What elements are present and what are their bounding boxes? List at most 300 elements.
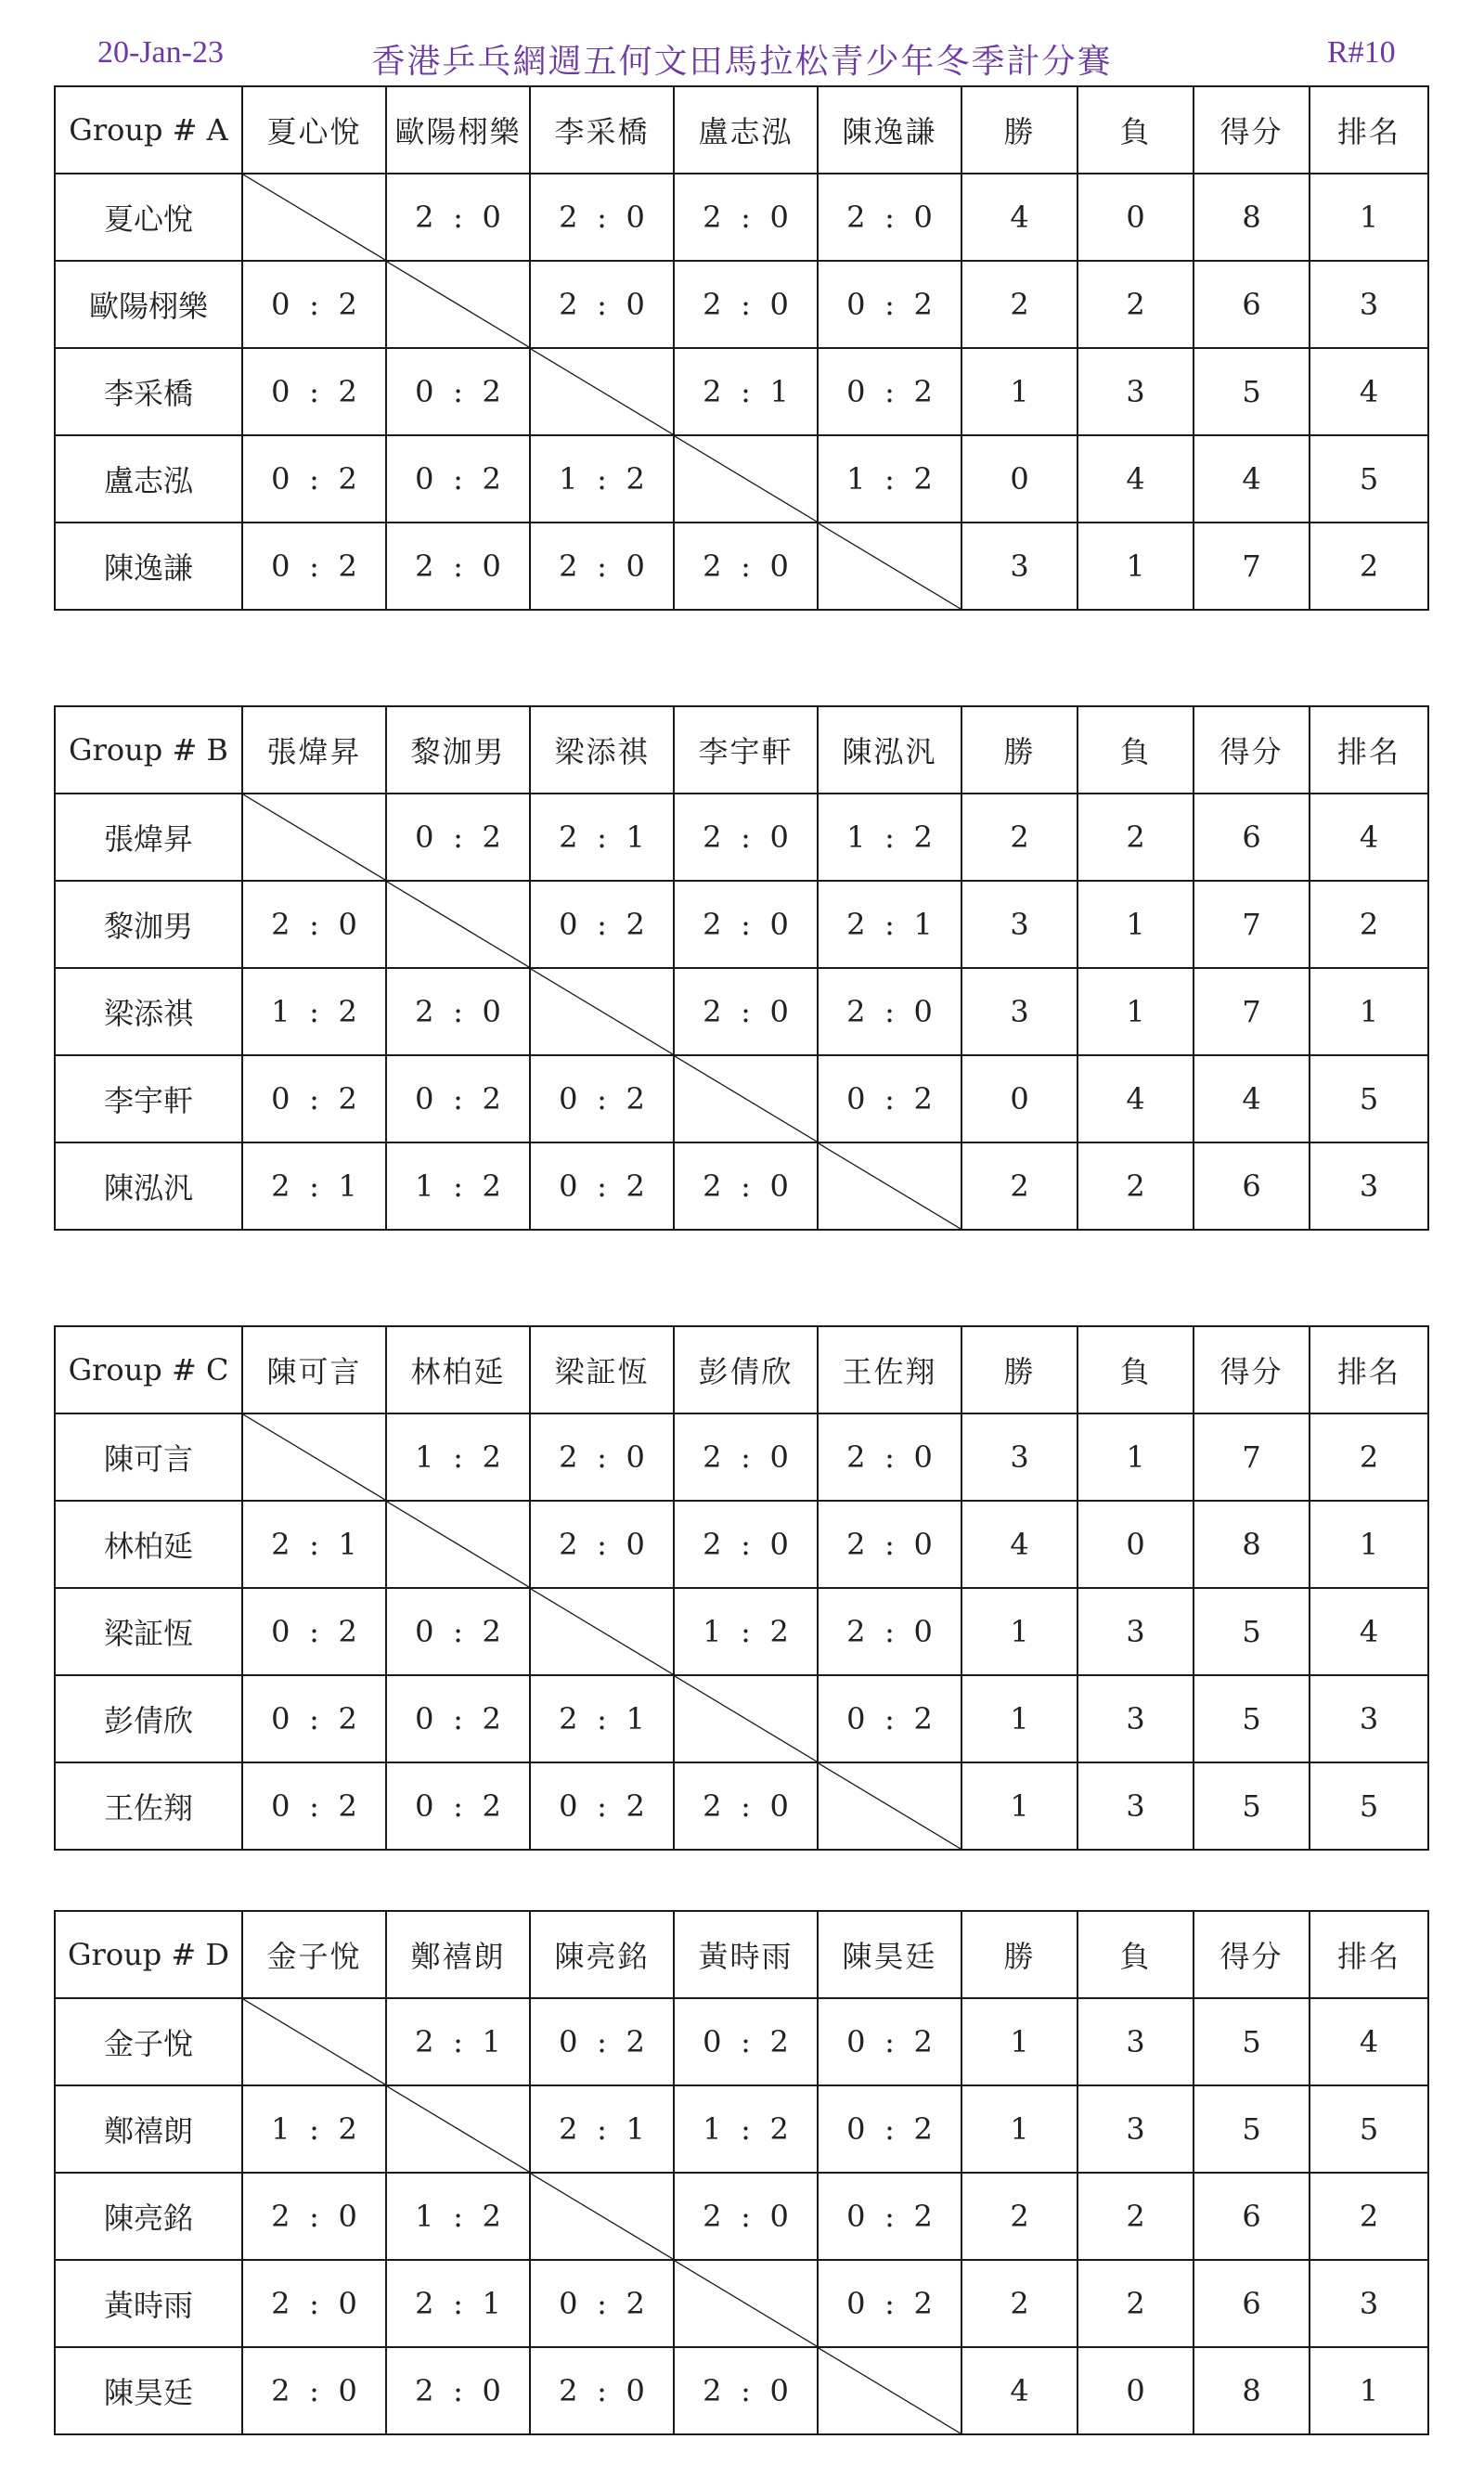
score-right: 0 [769,1788,789,1824]
losses-header: 負 [1078,706,1194,794]
score-right: 2 [338,1614,357,1649]
match-score [818,1998,961,2085]
losses-value: 3 [1078,1675,1194,1762]
score-separator: : [597,549,607,584]
match-score [818,261,961,348]
score-left: 0 [271,287,290,322]
row-player-name: 盧志泓 [55,435,242,523]
player-row [55,2260,1428,2347]
losses-value: 4 [1078,435,1194,523]
diagonal-line [675,436,817,522]
score-left: 1 [271,2111,290,2147]
score-right: 0 [769,1527,789,1562]
score-left: 0 [846,287,866,322]
row-player-name: 鄭禧朗 [55,2085,242,2173]
points-value: 6 [1194,2173,1310,2260]
wins-header: 勝 [961,86,1078,174]
wins-value: 2 [961,2260,1078,2347]
score-separator: : [309,2373,319,2408]
match-score [242,348,386,435]
score-separator: : [453,374,463,409]
rank-value: 4 [1310,1998,1428,2085]
score-left: 0 [271,1701,290,1736]
score-right: 0 [769,287,789,322]
rank-value: 5 [1310,435,1428,523]
losses-value: 3 [1078,348,1194,435]
score-right: 2 [913,2111,933,2147]
score-left: 2 [559,1527,578,1562]
match-score [674,523,818,610]
rank-value: 1 [1310,1501,1428,1588]
diagonal-line [819,1143,961,1229]
wins-header: 勝 [961,1911,1078,1998]
row-player-name: 金子悅 [55,1998,242,2085]
score-separator: : [741,1614,751,1649]
score-right: 2 [482,1614,501,1649]
score-left: 0 [415,820,434,855]
match-score [242,261,386,348]
diagonal-line [819,523,961,609]
diagonal-empty-cell [386,881,530,968]
row-player-name: 梁証恆 [55,1588,242,1675]
score-right: 0 [626,1439,645,1475]
player-row [55,794,1428,881]
match-score [242,1142,386,1230]
score-right: 0 [769,907,789,942]
score-right: 0 [482,200,501,235]
match-score [674,2085,818,2173]
column-player-name: 陳逸謙 [818,86,961,174]
rank-value: 1 [1310,2347,1428,2434]
losses-value: 2 [1078,2173,1194,2260]
score-separator: : [884,907,895,942]
score-right: 0 [626,2373,645,2408]
rank-value: 5 [1310,1055,1428,1142]
column-player-name: 盧志泓 [674,86,818,174]
score-separator: : [597,2111,607,2147]
match-score [386,1413,530,1501]
points-header: 得分 [1194,706,1310,794]
losses-value: 3 [1078,2085,1194,2173]
match-score [674,968,818,1055]
points-value: 5 [1194,1998,1310,2085]
match-score [818,1675,961,1762]
player-row [55,2347,1428,2434]
row-player-name: 李采橋 [55,348,242,435]
score-separator: : [597,2373,607,2408]
score-left: 2 [415,200,434,235]
score-separator: : [741,1168,751,1204]
match-score [530,1413,674,1501]
score-right: 0 [913,200,933,235]
score-left: 2 [703,820,722,855]
score-separator: : [309,1614,319,1649]
row-player-name: 彭倩欣 [55,1675,242,1762]
score-left: 2 [703,2199,722,2234]
score-separator: : [309,461,319,497]
column-player-name: 彭倩欣 [674,1326,818,1413]
score-separator: : [453,1701,463,1736]
match-score [530,2260,674,2347]
diagonal-empty-cell [386,1501,530,1588]
losses-value: 3 [1078,1588,1194,1675]
score-left: 2 [559,1701,578,1736]
score-left: 2 [703,287,722,322]
points-value: 7 [1194,523,1310,610]
score-separator: : [741,820,751,855]
rank-value: 2 [1310,881,1428,968]
score-right: 0 [482,549,501,584]
score-right: 0 [338,907,357,942]
score-left: 1 [703,2111,722,2147]
losses-value: 1 [1078,523,1194,610]
player-row [55,261,1428,348]
score-separator: : [453,820,463,855]
score-left: 2 [703,994,722,1029]
losses-value: 3 [1078,1998,1194,2085]
match-score [818,174,961,261]
points-value: 8 [1194,2347,1310,2434]
points-value: 5 [1194,1675,1310,1762]
score-separator: : [453,1614,463,1649]
rank-value: 5 [1310,1762,1428,1850]
score-left: 0 [271,1081,290,1116]
score-right: 0 [338,2286,357,2321]
score-separator: : [741,549,751,584]
row-player-name: 陳亮銘 [55,2173,242,2260]
points-value: 5 [1194,1762,1310,1850]
score-right: 2 [626,1788,645,1824]
points-value: 7 [1194,968,1310,1055]
group-label: Group # B [55,706,242,794]
points-value: 6 [1194,1142,1310,1230]
score-left: 2 [415,2286,434,2321]
score-separator: : [884,2111,895,2147]
wins-value: 1 [961,348,1078,435]
player-row [55,348,1428,435]
score-right: 2 [482,1701,501,1736]
score-right: 2 [913,2024,933,2059]
score-separator: : [884,461,895,497]
score-right: 2 [913,2286,933,2321]
score-right: 2 [338,461,357,497]
score-left: 0 [846,2111,866,2147]
score-right: 2 [338,2111,357,2147]
rank-header: 排名 [1310,706,1428,794]
score-left: 1 [559,461,578,497]
group-table-b [54,705,1427,1231]
column-player-name: 梁添祺 [530,706,674,794]
losses-value: 2 [1078,2260,1194,2347]
score-separator: : [884,200,895,235]
column-player-name: 陳可言 [242,1326,386,1413]
points-value: 7 [1194,1413,1310,1501]
match-score [386,2347,530,2434]
score-left: 2 [271,1168,290,1204]
event-date: 20-Jan-23 [97,35,224,70]
score-separator: : [453,549,463,584]
match-score [386,1675,530,1762]
match-score [530,2347,674,2434]
score-left: 0 [846,2286,866,2321]
diagonal-empty-cell [242,1998,386,2085]
group-label: Group # A [55,86,242,174]
score-left: 2 [415,2024,434,2059]
score-right: 0 [482,994,501,1029]
score-right: 2 [913,2199,933,2234]
match-score [386,523,530,610]
rank-header: 排名 [1310,1326,1428,1413]
score-left: 1 [415,2199,434,2234]
losses-header: 負 [1078,1911,1194,1998]
page-header [0,35,1484,82]
score-separator: : [597,1788,607,1824]
score-left: 2 [703,2373,722,2408]
points-header: 得分 [1194,1326,1310,1413]
score-right: 2 [338,994,357,1029]
rank-value: 2 [1310,523,1428,610]
score-separator: : [453,994,463,1029]
score-right: 0 [769,1168,789,1204]
score-right: 0 [913,994,933,1029]
points-header: 得分 [1194,1911,1310,1998]
match-score [818,2260,961,2347]
match-score [242,2260,386,2347]
points-value: 4 [1194,435,1310,523]
score-separator: : [884,1527,895,1562]
row-player-name: 夏心悅 [55,174,242,261]
score-left: 2 [271,907,290,942]
score-right: 2 [626,1168,645,1204]
score-separator: : [741,994,751,1029]
score-separator: : [453,461,463,497]
score-separator: : [453,1168,463,1204]
score-right: 2 [482,374,501,409]
score-left: 0 [846,374,866,409]
diagonal-empty-cell [818,1762,961,1850]
score-separator: : [597,200,607,235]
rank-value: 4 [1310,1588,1428,1675]
score-left: 0 [703,2024,722,2059]
score-separator: : [309,287,319,322]
match-score [386,794,530,881]
score-left: 2 [703,374,722,409]
score-left: 1 [415,1168,434,1204]
losses-value: 0 [1078,1501,1194,1588]
score-right: 0 [338,2199,357,2234]
score-right: 2 [913,1701,933,1736]
score-left: 0 [271,461,290,497]
player-row [55,174,1428,261]
round-robin-table [54,1910,1429,2435]
rank-value: 4 [1310,794,1428,881]
score-right: 2 [338,287,357,322]
score-right: 2 [338,374,357,409]
score-left: 2 [559,820,578,855]
score-right: 0 [338,2373,357,2408]
match-score [530,2085,674,2173]
wins-value: 3 [961,1413,1078,1501]
score-right: 2 [913,1081,933,1116]
score-left: 2 [415,2373,434,2408]
score-left: 1 [846,820,866,855]
match-score [386,435,530,523]
score-separator: : [597,1527,607,1562]
score-right: 2 [626,461,645,497]
row-player-name: 黃時雨 [55,2260,242,2347]
wins-value: 4 [961,2347,1078,2434]
score-right: 0 [913,1614,933,1649]
losses-value: 2 [1078,261,1194,348]
score-left: 2 [559,2373,578,2408]
match-score [674,794,818,881]
score-left: 0 [415,461,434,497]
diagonal-line [243,1999,385,2084]
row-player-name: 黎泇男 [55,881,242,968]
diagonal-line [387,1502,529,1587]
rank-header: 排名 [1310,86,1428,174]
match-score [530,435,674,523]
wins-value: 2 [961,2173,1078,2260]
score-left: 0 [271,374,290,409]
score-left: 0 [271,1788,290,1824]
match-score [818,1588,961,1675]
score-separator: : [741,1527,751,1562]
score-separator: : [309,374,319,409]
score-right: 1 [482,2286,501,2321]
wins-value: 1 [961,1998,1078,2085]
score-right: 1 [338,1168,357,1204]
score-left: 2 [703,1439,722,1475]
wins-header: 勝 [961,706,1078,794]
score-left: 0 [415,1081,434,1116]
match-score [818,1501,961,1588]
wins-value: 1 [961,1588,1078,1675]
losses-value: 0 [1078,174,1194,261]
rank-value: 1 [1310,174,1428,261]
score-right: 0 [769,820,789,855]
match-score [674,1762,818,1850]
round-number: R#10 [1327,35,1396,70]
diagonal-line [387,2086,529,2172]
points-header: 得分 [1194,86,1310,174]
score-separator: : [597,1168,607,1204]
match-score [674,348,818,435]
diagonal-line [675,2261,817,2346]
row-player-name: 梁添祺 [55,968,242,1055]
points-value: 8 [1194,174,1310,261]
diagonal-line [675,1056,817,1142]
score-right: 2 [626,1081,645,1116]
score-left: 2 [703,200,722,235]
score-left: 1 [703,1614,722,1649]
score-right: 0 [626,200,645,235]
score-separator: : [309,907,319,942]
match-score [674,1501,818,1588]
score-separator: : [884,287,895,322]
score-left: 2 [846,200,866,235]
wins-value: 0 [961,435,1078,523]
match-score [818,1413,961,1501]
score-separator: : [741,907,751,942]
group-label: Group # D [55,1911,242,1998]
match-score [386,1588,530,1675]
score-left: 2 [271,2286,290,2321]
match-score [674,1413,818,1501]
score-right: 1 [626,1701,645,1736]
score-separator: : [309,1168,319,1204]
player-row [55,1413,1428,1501]
score-right: 0 [913,1439,933,1475]
rank-value: 3 [1310,2260,1428,2347]
score-separator: : [741,287,751,322]
score-separator: : [884,2286,895,2321]
match-score [242,2085,386,2173]
row-player-name: 歐陽栩樂 [55,261,242,348]
diagonal-empty-cell [530,968,674,1055]
match-score [386,1055,530,1142]
points-value: 4 [1194,1055,1310,1142]
player-row [55,1588,1428,1675]
score-right: 1 [338,1527,357,1562]
match-score [530,1142,674,1230]
match-score [674,1142,818,1230]
score-right: 2 [482,2199,501,2234]
score-left: 0 [415,1614,434,1649]
player-row [55,1762,1428,1850]
match-score [242,1501,386,1588]
column-player-name: 王佐翔 [818,1326,961,1413]
score-separator: : [309,994,319,1029]
match-score [674,1998,818,2085]
score-left: 2 [703,1168,722,1204]
diagonal-line [243,174,385,260]
score-separator: : [597,907,607,942]
score-separator: : [597,1081,607,1116]
points-value: 5 [1194,2085,1310,2173]
column-player-name: 梁証恆 [530,1326,674,1413]
player-row [55,1675,1428,1762]
score-right: 2 [769,2024,789,2059]
score-left: 0 [846,2024,866,2059]
score-left: 2 [271,2373,290,2408]
score-right: 2 [482,1081,501,1116]
rank-value: 2 [1310,2173,1428,2260]
score-right: 2 [913,287,933,322]
score-left: 2 [559,2111,578,2147]
diagonal-line [531,969,673,1054]
score-left: 2 [703,907,722,942]
score-right: 0 [913,1527,933,1562]
points-value: 7 [1194,881,1310,968]
player-row [55,1998,1428,2085]
score-separator: : [309,1081,319,1116]
match-score [530,1998,674,2085]
rank-header: 排名 [1310,1911,1428,1998]
header-row [55,86,1428,174]
diagonal-line [243,794,385,880]
score-separator: : [884,820,895,855]
score-separator: : [884,1701,895,1736]
score-right: 1 [769,374,789,409]
score-right: 2 [626,907,645,942]
score-right: 0 [769,994,789,1029]
group-table-a [54,85,1427,611]
losses-value: 0 [1078,2347,1194,2434]
score-left: 0 [559,1081,578,1116]
points-value: 6 [1194,2260,1310,2347]
player-row [55,1142,1428,1230]
